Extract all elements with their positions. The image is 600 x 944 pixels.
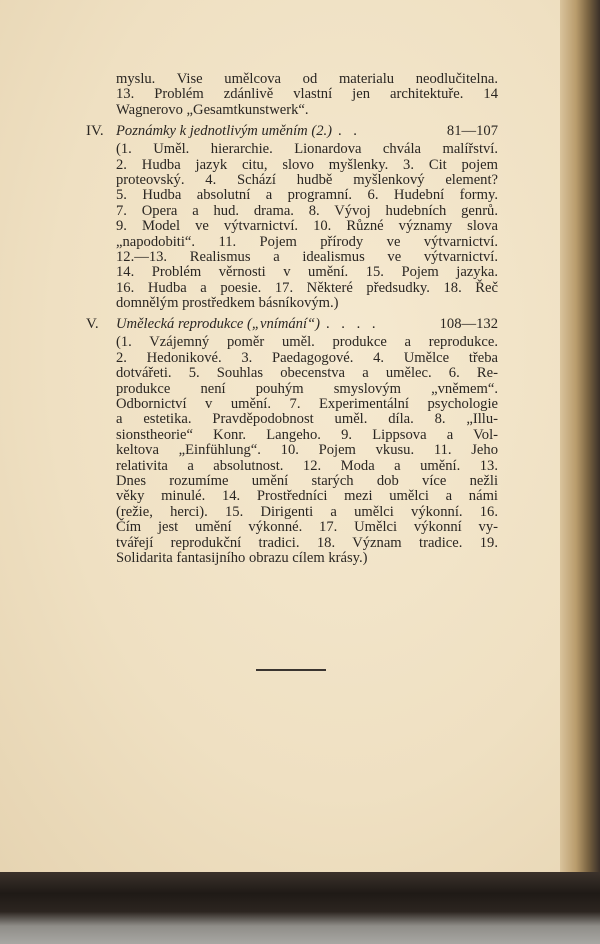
text-line: 16. Hudba a poesie. 17. Některé předsudky. 18. Řeč (116, 279, 498, 296)
text-line: (režie, herci). 15. Dirigenti a umělci výkonní. 16. (116, 503, 498, 520)
page-range: 108—132 (439, 316, 498, 333)
text-line: 12.—13. Realismus a idealismus ve výtvarnictví. (116, 248, 498, 265)
leader-dots: . . . . (325, 317, 380, 333)
text-line: 5. Hudba absolutní a programní. 6. Hudební formy. (116, 187, 498, 204)
section-title: Umělecká reprodukce („vnímání“) (116, 316, 320, 333)
section-iv (86, 123, 498, 312)
text-line: relativita a absolutnost. 12. Moda a umění. 13. (116, 457, 498, 474)
text-line: proteovský. 4. Schází hudbě myšlenkový element? (116, 171, 498, 188)
text-line: 2. Hudba jazyk citu, slovo myšlenky. 3. Cit pojem (116, 156, 498, 173)
page-range: 81—107 (446, 123, 498, 140)
text-line: Dnes rozumíme umění starých dob více nežli (116, 472, 498, 489)
intro-continuation (116, 72, 498, 118)
text-line: „napodobiti“. 11. Pojem přírody ve výtvarnictví. (116, 233, 498, 250)
text-line: myslu. Vise umělcova od materialu neodlučitelna. (116, 71, 498, 87)
text-line: sionstheorie“ Konr. Langeho. 9. Lippsova a Vol- (116, 426, 498, 443)
table-of-contents (86, 71, 498, 566)
section-title: Poznámky k jednotlivým uměním (2.) (116, 123, 332, 140)
text-line: Čím jest umění výkonné. 17. Umělci výkonní vy- (116, 519, 498, 536)
text-line: dotvářeti. 5. Souhlas obecenstva a umělec. 6. Re- (116, 365, 498, 382)
text-line: Odbornictví v umění. 7. Experimentální psychologie (116, 396, 498, 413)
text-line: a estetika. Pravděpodobnost uměl. díla. 8. „Illu- (116, 411, 498, 428)
text-line: keltova „Einfühlung“. 10. Pojem vkusu. 11. Jeho (116, 442, 498, 459)
text-line: domnělým prostředkem básníkovým.) (116, 295, 339, 312)
section-heading (116, 317, 498, 333)
text-line: Wagnerovo „Gesamtkunstwerk“. (116, 101, 309, 118)
page-edge (560, 0, 600, 880)
text-line: 9. Model ve výtvarnictví. 10. Různé významy slova (116, 218, 498, 235)
text-line: 14. Problém věrnosti v umění. 15. Pojem jazyka. (116, 264, 498, 281)
text-line: 13. Problém zdánlivě vlastní jen architektuře. 14 (116, 86, 498, 103)
text-line: produkce není pouhým smyslovým „vněmem“. (116, 380, 498, 397)
section-heading (116, 124, 498, 140)
leader-dots: . . (338, 124, 361, 140)
text-line: 2. Hedonikové. 3. Paedagogové. 4. Umělce třeba (116, 349, 498, 366)
text-line: (1. Uměl. hierarchie. Lionardova chvála malířství. (116, 141, 498, 158)
text-line: věky minulé. 14. Prostředníci mezi umělci a námi (116, 488, 498, 505)
text-line: Solidarita fantasijního obrazu cílem krásy.) (116, 549, 368, 566)
section-number: IV. (86, 123, 104, 140)
section-v (86, 316, 498, 566)
closing-rule (256, 669, 326, 671)
text-line: (1. Vzájemný poměr uměl. produkce a reprodukce. (116, 334, 498, 351)
book-bottom-edge (0, 872, 600, 944)
section-number: V. (86, 316, 99, 333)
text-line: tvářejí reprodukční tradici. 18. Význam tradice. 19. (116, 534, 498, 551)
text-line: 7. Opera a hud. drama. 8. Vývoj hudebních genrů. (116, 202, 498, 219)
